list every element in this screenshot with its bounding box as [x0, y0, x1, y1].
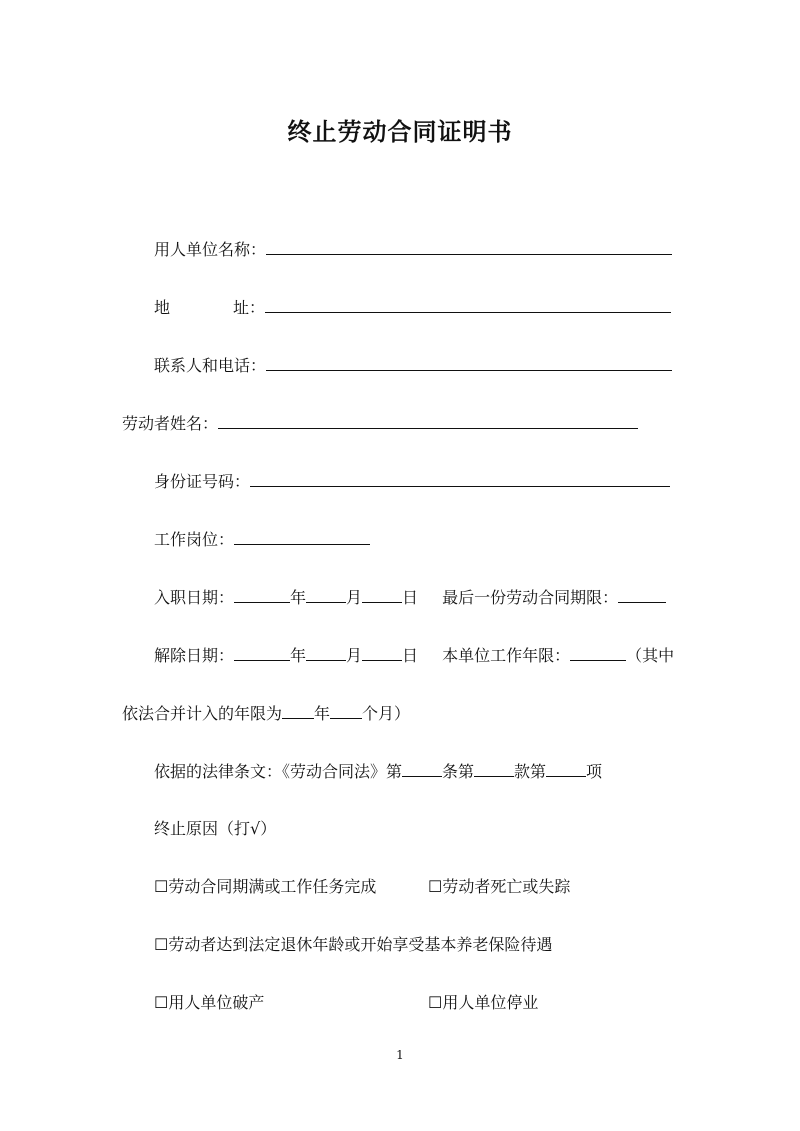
- reason-option-row-3b: [428, 990, 538, 1016]
- reason-option-row-2: [154, 932, 552, 958]
- service-years-paren: （其中: [626, 646, 675, 665]
- hire-day-unit: 日: [402, 588, 419, 607]
- clause-unit: 款第: [514, 762, 547, 781]
- legal-basis-prefix: 依据的法律条文：《劳动合同法》第: [154, 762, 403, 781]
- termination-date-row: [154, 642, 674, 668]
- termination-day-unit: 日: [402, 646, 419, 665]
- merged-month-unit: 个月）: [362, 704, 411, 723]
- worker-name-row: [122, 410, 638, 436]
- item-unit: 项: [586, 762, 603, 781]
- service-years-blank[interactable]: [570, 642, 626, 661]
- document-title: 终止劳动合同证明书: [287, 117, 513, 146]
- reason-employer-closed-checkbox[interactable]: ☐用人单位停业: [428, 993, 539, 1012]
- hire-month-blank[interactable]: [306, 584, 346, 603]
- reason-label: 终止原因（打√）: [154, 819, 277, 838]
- hire-year-unit: 年: [290, 588, 307, 607]
- article-blank[interactable]: [402, 758, 442, 777]
- legal-basis-row: [154, 758, 602, 784]
- page-number: 1: [396, 1048, 404, 1062]
- address-label-start: 地: [154, 298, 171, 317]
- reason-heading-row: [154, 816, 276, 842]
- employer-name-row: [154, 236, 672, 262]
- contact-row: [154, 352, 672, 378]
- id-number-row: [154, 468, 670, 494]
- last-contract-label: 最后一份劳动合同期限：: [442, 588, 619, 607]
- merged-years-blank[interactable]: [282, 700, 314, 719]
- reason-option-row-3: [154, 990, 264, 1016]
- item-blank[interactable]: [546, 758, 586, 777]
- worker-name-label: 劳动者姓名：: [122, 414, 219, 433]
- hire-date-label: 入职日期：: [154, 588, 235, 607]
- service-years-label: 本单位工作年限：: [442, 646, 571, 665]
- termination-year-unit: 年: [290, 646, 307, 665]
- termination-year-blank[interactable]: [234, 642, 290, 661]
- position-row: [154, 526, 370, 552]
- address-row: [154, 294, 671, 320]
- reason-worker-deceased-checkbox[interactable]: ☐劳动者死亡或失踪: [428, 877, 571, 896]
- hire-day-blank[interactable]: [362, 584, 402, 603]
- reason-contract-expired-checkbox[interactable]: ☐劳动合同期满或工作任务完成: [154, 877, 377, 896]
- last-contract-blank[interactable]: [618, 584, 666, 603]
- position-blank[interactable]: [234, 526, 370, 545]
- hire-date-row: [154, 584, 666, 610]
- termination-day-blank[interactable]: [362, 642, 402, 661]
- termination-month-blank[interactable]: [306, 642, 346, 661]
- id-number-blank[interactable]: [250, 468, 670, 487]
- worker-name-blank[interactable]: [218, 410, 638, 429]
- reason-retirement-checkbox[interactable]: ☐劳动者达到法定退休年龄或开始享受基本养老保险待遇: [154, 935, 553, 954]
- id-number-label: 身份证号码：: [154, 472, 251, 491]
- hire-month-unit: 月: [346, 588, 363, 607]
- address-blank[interactable]: [265, 294, 671, 313]
- reason-option-row-1b: [428, 874, 570, 900]
- article-unit: 条第: [442, 762, 475, 781]
- position-label: 工作岗位：: [154, 530, 235, 549]
- employer-name-label: 用人单位名称：: [154, 240, 267, 259]
- termination-month-unit: 月: [346, 646, 363, 665]
- merged-months-blank[interactable]: [330, 700, 362, 719]
- address-label-end: 址：: [233, 298, 266, 317]
- contact-blank[interactable]: [266, 352, 672, 371]
- contact-label: 联系人和电话：: [154, 356, 267, 375]
- merged-years-row: [122, 700, 410, 726]
- merged-years-prefix: 依法合并计入的年限为: [122, 704, 283, 723]
- employer-name-blank[interactable]: [266, 236, 672, 255]
- clause-blank[interactable]: [474, 758, 514, 777]
- reason-employer-bankrupt-checkbox[interactable]: ☐用人单位破产: [154, 993, 265, 1012]
- merged-year-unit: 年: [314, 704, 331, 723]
- reason-option-row-1: [154, 874, 376, 900]
- hire-year-blank[interactable]: [234, 584, 290, 603]
- termination-date-label: 解除日期：: [154, 646, 235, 665]
